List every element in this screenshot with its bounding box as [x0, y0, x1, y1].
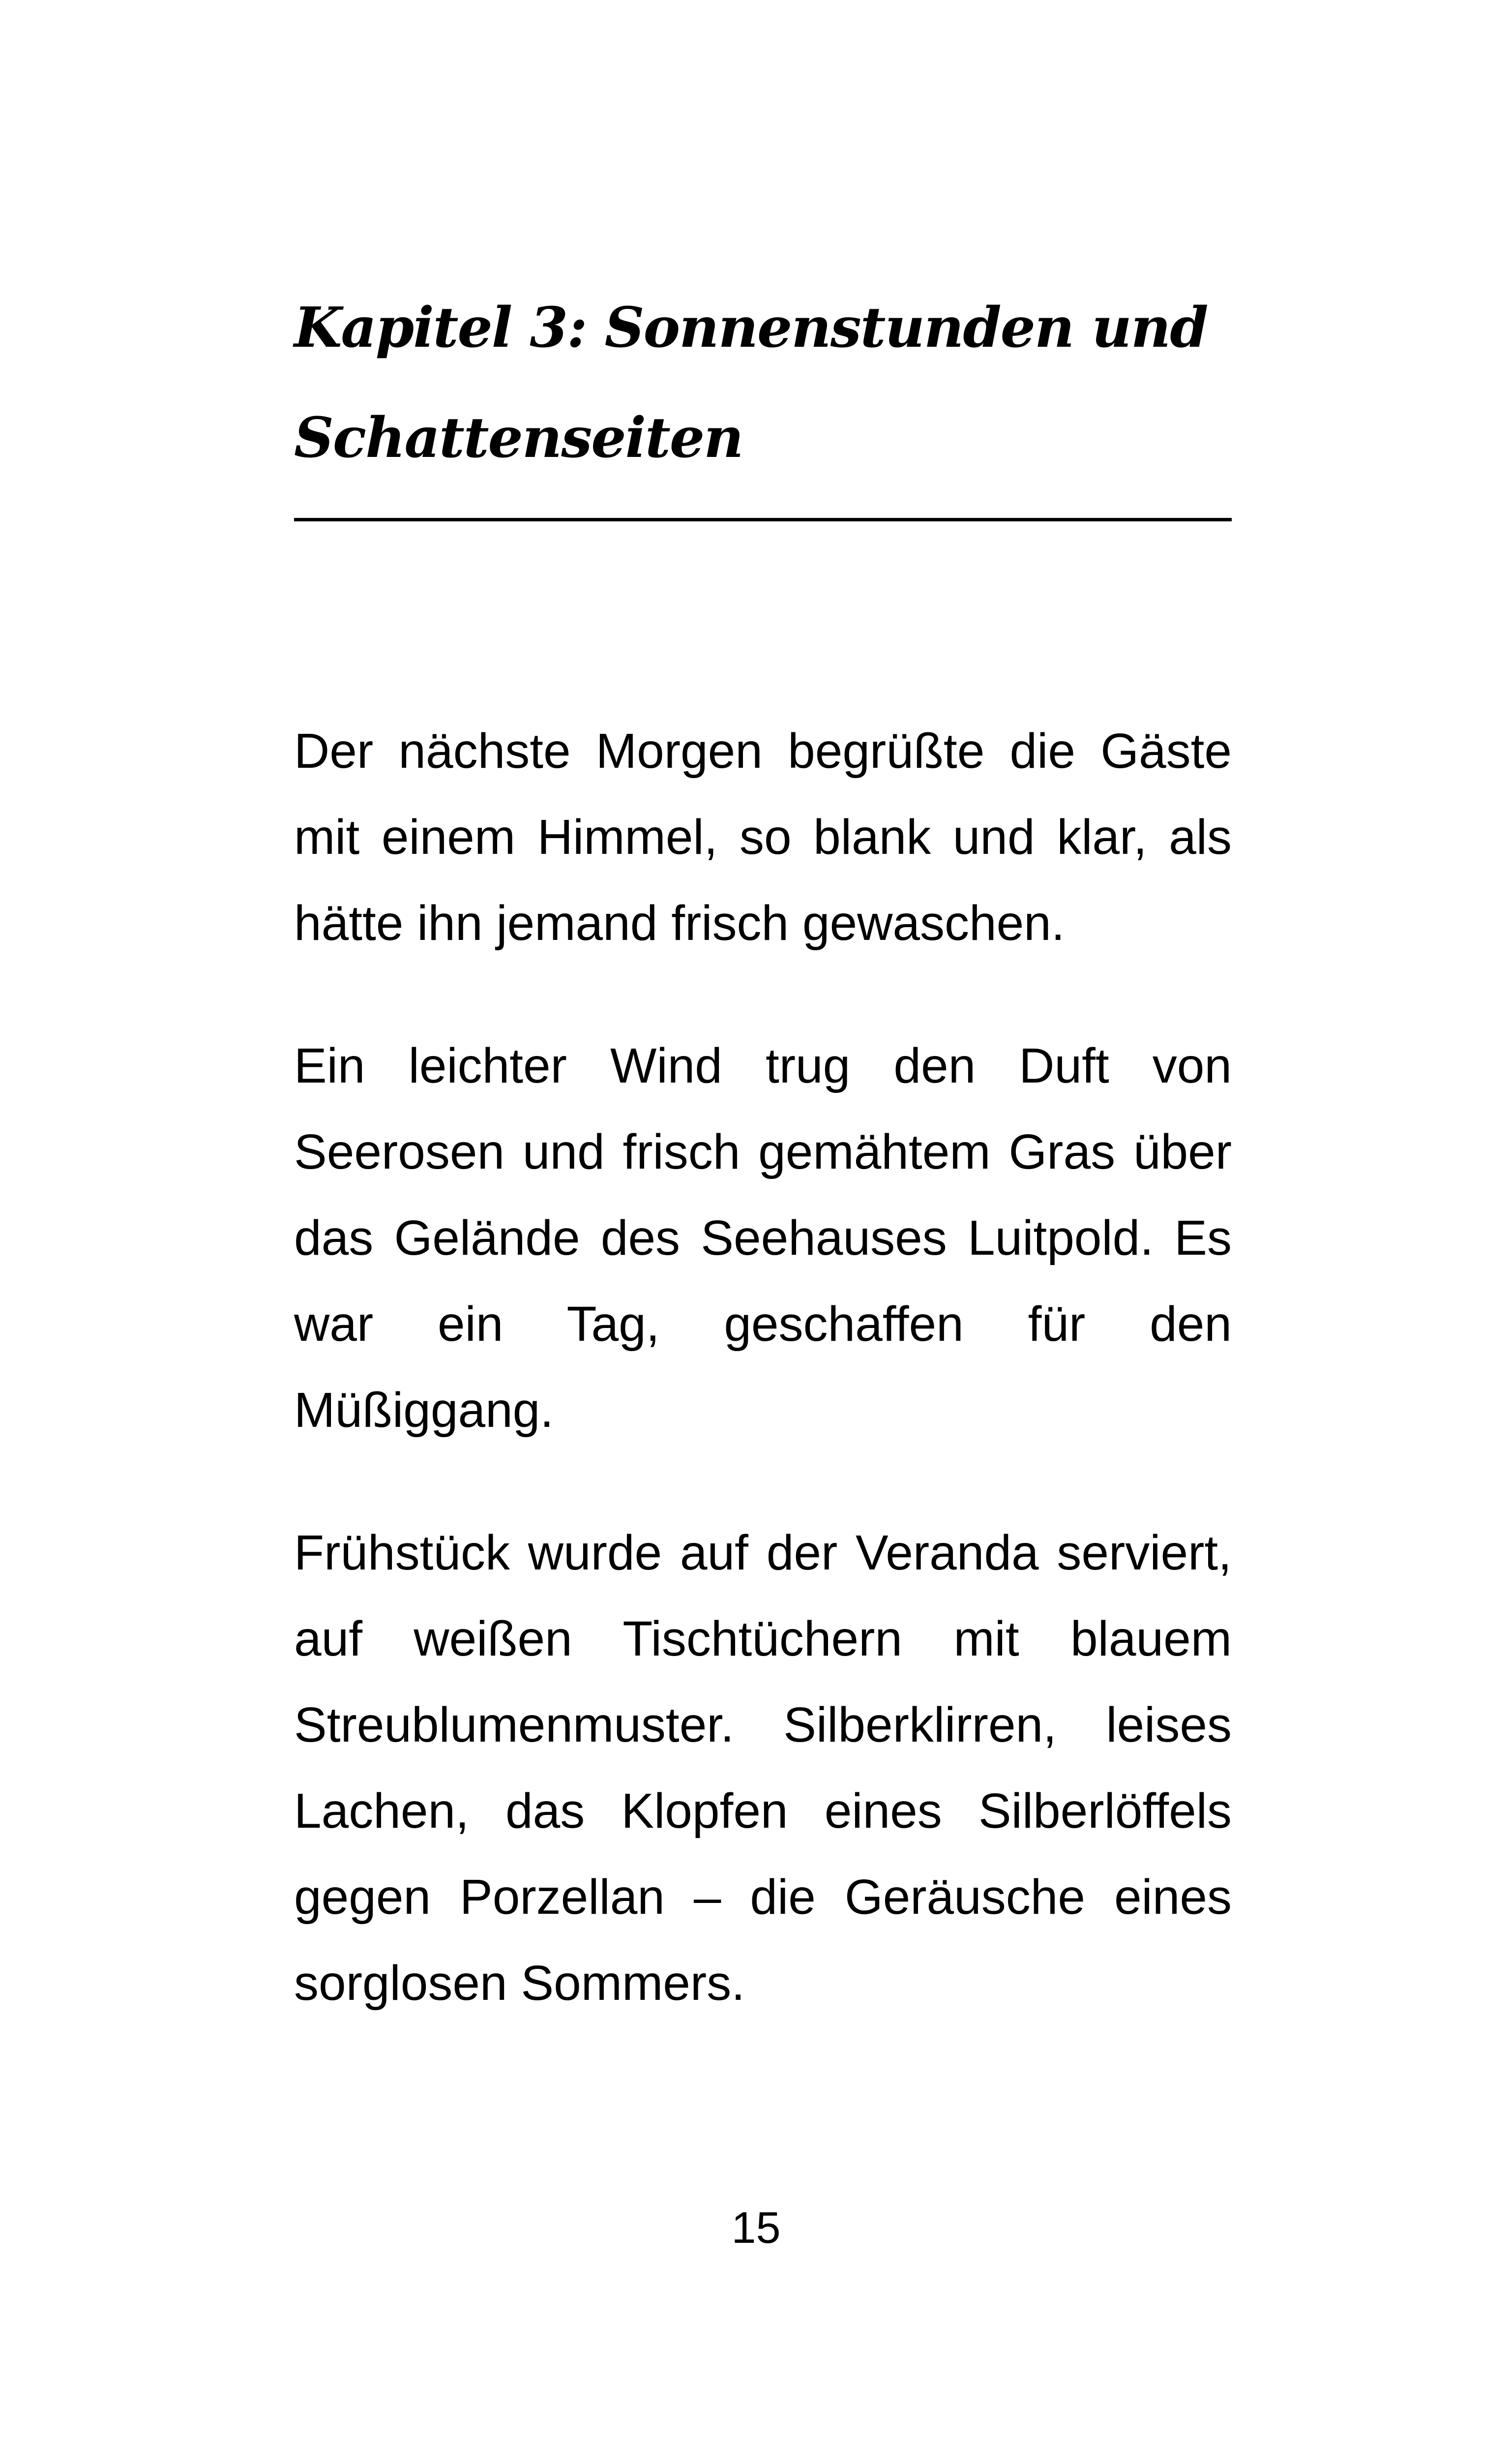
chapter-body — [294, 708, 1232, 2026]
page-number: 15 — [731, 2203, 781, 2253]
paragraph-1: Der nächste Morgen begrüßte die Gäste mit einem Himmel, so blank und klar, als hätte ihn jemand frisch gewaschen. — [294, 724, 1232, 951]
paragraph-3: Frühstück wurde auf der Veranda serviert, auf weißen Tischtüchern mit blauem Streublumenmuster. Silberklirren, leises Lachen, das Klopfen eines Silberlöffels gegen Porzellan – die Geräusche eines sorglosen Sommers. — [294, 1525, 1232, 2011]
chapter-title: Kapitel 3: Sonnenstunden und Schattenseiten — [294, 296, 1208, 470]
title-divider — [294, 518, 1232, 521]
paragraph-2: Ein leichter Wind trug den Duft von Seerosen und frisch gemähtem Gras über das Gelände des Seehauses Luitpold. Es war ein Tag, geschaffen für den Müßiggang. — [294, 1038, 1232, 1438]
page-content — [294, 273, 1232, 2083]
